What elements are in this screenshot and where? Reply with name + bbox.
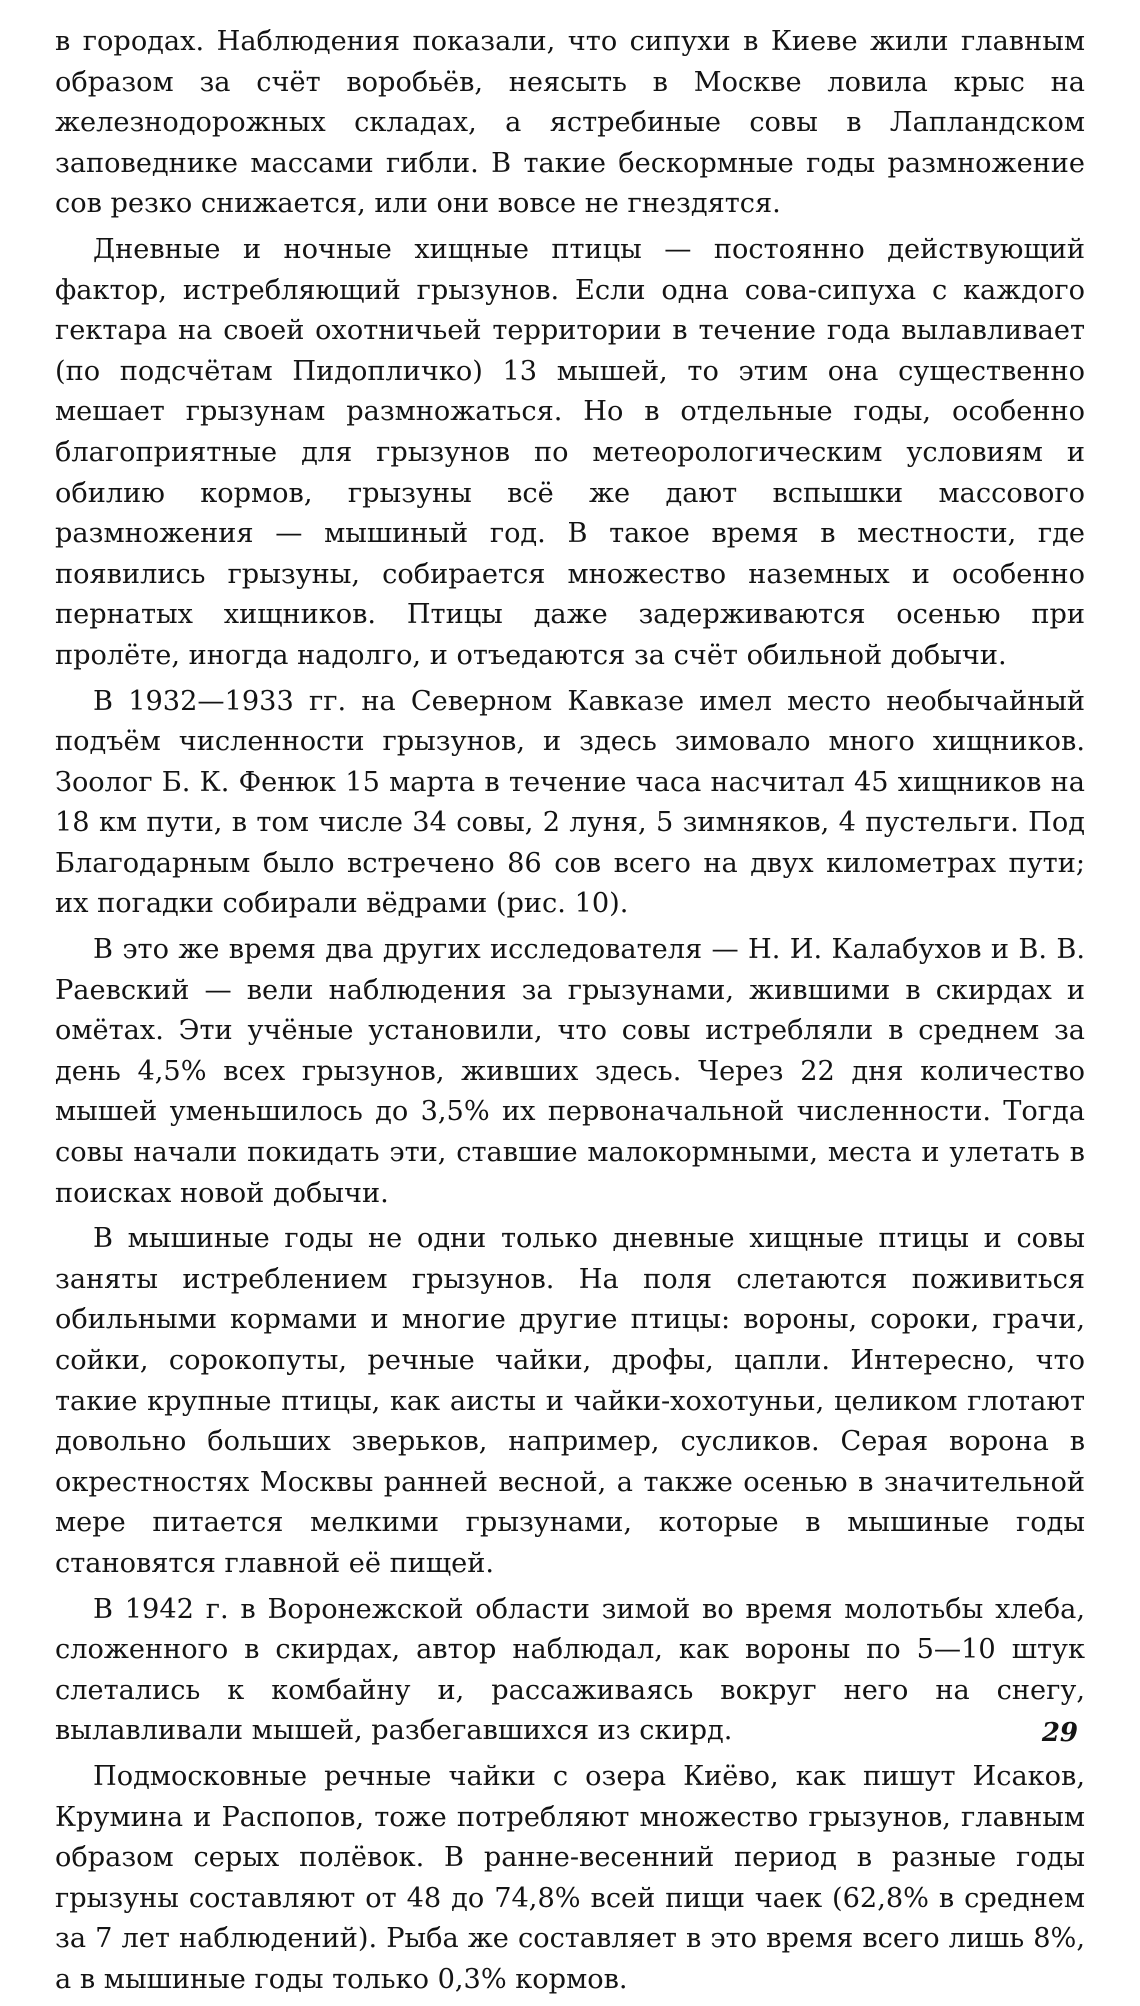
paragraph-7: Подмосковные речные чайки с озера Киёво, как пишут Исаков, Крумина и Распопов, тоже потребляют множество грызунов, главным образом серых полёвок. В ранне-весенний период в разные годы грызуны составляют от 48 до 74,8% всей пищи чаек (62,8% в среднем за 7 лет наблюдений). Рыба же составляет в это время всего лишь 8%, а в мышиные годы только 0,3% кормов. (55, 1760, 1085, 1995)
page-number: 29 (1041, 1718, 1078, 1748)
paragraph-6: В 1942 г. в Воронежской области зимой во время молотьбы хлеба, сложенного в скирдах, автор наблюдал, как вороны по 5—10 штук слетались к комбайну и, рассаживаясь вокруг него на снегу, вылавливали мышей, разбегавшихся из скирд. (55, 1593, 1085, 1747)
paragraph-3: В 1932—1933 гг. на Северном Кавказе имел место необычайный подъём численности грызунов, и здесь зимовало много хищников. Зоолог Б. К. Фенюк 15 марта в течение часа насчитал 45 хищников на 18 км пути, в том числе 34 совы, 2 луня, 5 зимняков, 4 пустельги. Под Благодарным было встречено 86 сов всего на двух километрах пути; их погадки собирали вёдрами (рис. 10). (55, 685, 1085, 920)
paragraph-4: В это же время два других исследователя — Н. И. Калабухов и В. В. Раевский — вели наблюдения за грызунами, жившими в скирдах и омётах. Эти учёные установили, что совы истребляли в среднем за день 4,5% всех грызунов, живших здесь. Через 22 дня количество мышей уменьшилось до 3,5% их первоначальной численности. Тогда совы начали покидать эти, ставшие малокормными, места и улетать в поисках новой добычи. (55, 934, 1085, 1209)
paragraph-1: в городах. Наблюдения показали, что сипухи в Киеве жили главным образом за счёт воробьёв, неясыть в Москве ловила крыс на железнодорожных складах, а ястребиные совы в Лапландском заповеднике массами гибли. В такие бескормные годы размножение сов резко снижается, или они вовсе не гнездятся. (55, 26, 1085, 220)
page-body (55, 22, 1085, 2006)
paragraph-5: В мышиные годы не одни только дневные хищные птицы и совы заняты истреблением грызунов. На поля слетаются поживиться обильными кормами и многие другие птицы: вороны, сороки, грачи, сойки, сорокопуты, речные чайки, дрофы, цапли. Интересно, что такие крупные птицы, как аисты и чайки-хохотуньи, целиком глотают довольно больших зверьков, например, сусликов. Серая ворона в окрестностях Москвы ранней весной, а также осенью в значительной мере питается мелкими грызунами, которые в мышиные годы становятся главной её пищей. (55, 1223, 1085, 1579)
paragraph-2: Дневные и ночные хищные птицы — постоянно действующий фактор, истребляющий грызунов. Если одна сова-сипуха с каждого гектара на своей охотничьей территории в течение года вылавливает (по подсчётам Пидопличко) 13 мышей, то этим она существенно мешает грызунам размножаться. Но в отдельные годы, особенно благоприятные для грызунов по метеорологическим условиям и обилию кормов, грызуны всё же дают вспышки массового размножения — мышиный год. В такое время в местности, где появились грызуны, собирается множество наземных и особенно пернатых хищников. Птицы даже задерживаются осенью при пролёте, иногда надолго, и отъедаются за счёт обильной добычи. (55, 233, 1085, 671)
